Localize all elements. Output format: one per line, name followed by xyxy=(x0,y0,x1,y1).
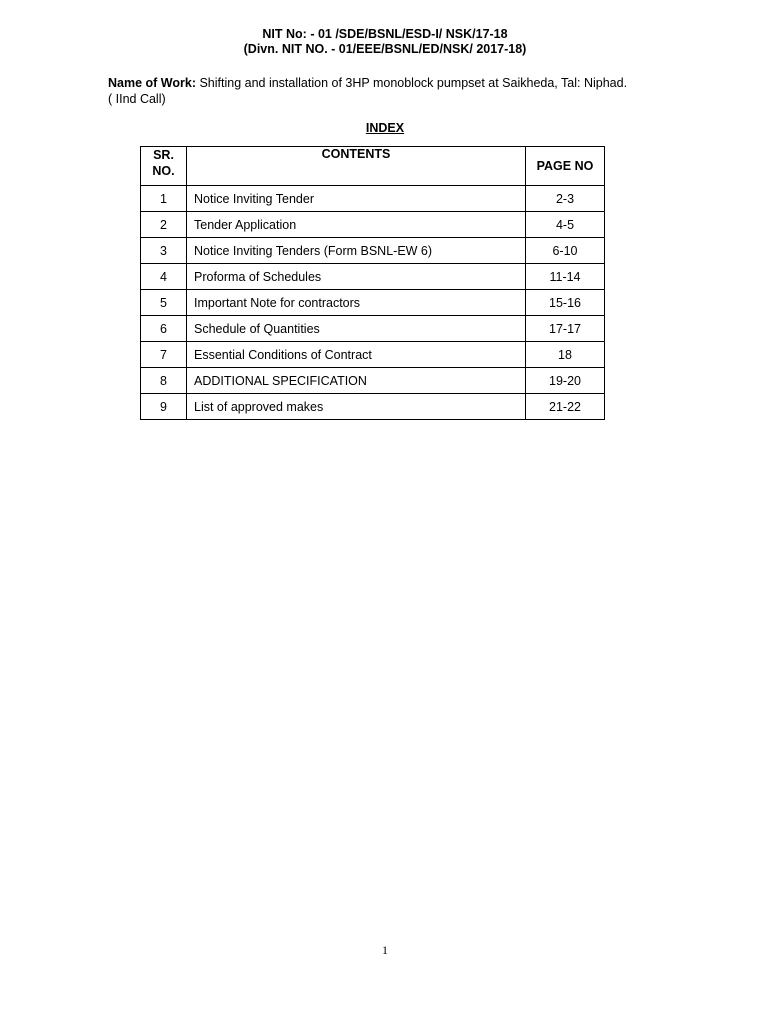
sr-no-header xyxy=(141,147,187,186)
row-content: List of approved makes xyxy=(187,394,526,420)
table-row xyxy=(141,368,605,394)
row-page-no: 2-3 xyxy=(526,186,605,212)
sr-header-line1: SR. xyxy=(153,148,174,162)
row-content: ADDITIONAL SPECIFICATION xyxy=(187,368,526,394)
row-sr-no: 9 xyxy=(141,394,187,420)
table-row xyxy=(141,394,605,420)
table-row xyxy=(141,238,605,264)
row-page-no: 17-17 xyxy=(526,316,605,342)
contents-header: CONTENTS xyxy=(187,147,526,186)
row-sr-no: 6 xyxy=(141,316,187,342)
table-row xyxy=(141,264,605,290)
name-of-work-text: Shifting and installation of 3HP monoblock pumpset at Saikheda, Tal: Niphad. xyxy=(195,76,628,90)
row-page-no: 11-14 xyxy=(526,264,605,290)
index-table xyxy=(140,146,605,420)
row-content: Notice Inviting Tender xyxy=(187,186,526,212)
page-number: 1 xyxy=(382,943,388,957)
row-content: Schedule of Quantities xyxy=(187,316,526,342)
row-content: Essential Conditions of Contract xyxy=(187,342,526,368)
row-sr-no: 5 xyxy=(141,290,187,316)
call-number: ( IInd Call) xyxy=(108,92,166,106)
row-page-no: 15-16 xyxy=(526,290,605,316)
row-sr-no: 7 xyxy=(141,342,187,368)
name-of-work xyxy=(108,75,708,107)
row-page-no: 4-5 xyxy=(526,212,605,238)
table-row xyxy=(141,290,605,316)
row-page-no: 6-10 xyxy=(526,238,605,264)
row-sr-no: 4 xyxy=(141,264,187,290)
nit-number: NIT No: - 01 /SDE/BSNL/ESD-I/ NSK/17-18 xyxy=(262,27,508,41)
row-page-no: 21-22 xyxy=(526,394,605,420)
index-table-header xyxy=(141,147,605,186)
division-nit-number: (Divn. NIT NO. - 01/EEE/BSNL/ED/NSK/ 2017-18) xyxy=(243,42,527,56)
table-row xyxy=(141,342,605,368)
row-sr-no: 2 xyxy=(141,212,187,238)
table-row xyxy=(141,316,605,342)
row-content: Tender Application xyxy=(187,212,526,238)
table-row xyxy=(141,212,605,238)
table-row xyxy=(141,186,605,212)
row-page-no: 19-20 xyxy=(526,368,605,394)
row-sr-no: 8 xyxy=(141,368,187,394)
sr-header-line2: NO. xyxy=(152,164,175,178)
row-page-no: 18 xyxy=(526,342,605,368)
row-sr-no: 3 xyxy=(141,238,187,264)
row-sr-no: 1 xyxy=(141,186,187,212)
row-content: Important Note for contractors xyxy=(187,290,526,316)
page-no-header: PAGE NO xyxy=(526,147,605,186)
name-of-work-label: Name of Work: xyxy=(108,76,196,90)
row-content: Notice Inviting Tenders (Form BSNL-EW 6) xyxy=(187,238,526,264)
index-title: INDEX xyxy=(365,121,405,135)
row-content: Proforma of Schedules xyxy=(187,264,526,290)
